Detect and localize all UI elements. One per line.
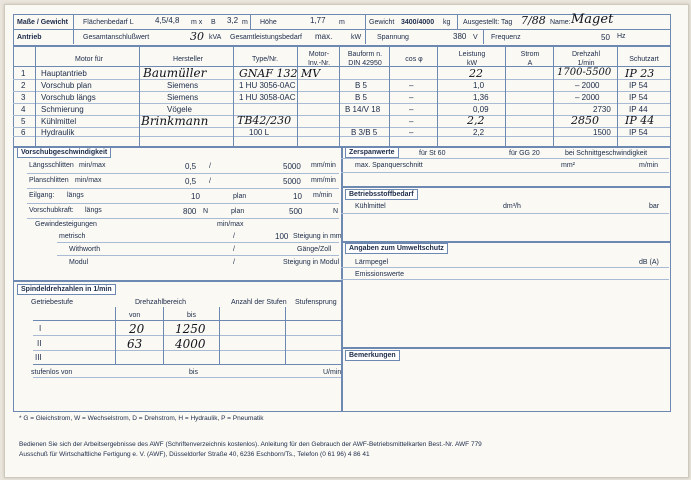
drehzahlbereich-header: Drehzahlbereich (135, 299, 186, 306)
machine-data-card: Maße / Gewicht Flächenbedarf L 4,5/4,8 m x B 3,2 m Höhe 1,77 m Gewicht 3400/4000 kg Ausgestellt: Tag 7/88 Name: Maget Antrieb Gesamtanschlußwert 30 kVA Gesamtleistungsbedarf max. kW Spannung 380 V Frequenz 50 Hz Motor für Hersteller Type/Nr. Motor- Inv.-Nr. Bauform n. DIN 42950 cos φ Leistung kW Strom A Drehzahl 1/min Schutzart 1 Hauptantrieb Baumüller GNAF 132 MV 22 1700-5500 IP 23 2 Vorschub plan Siemens 1 HU 3056-0AC B 5 – 1,0 – 2000 IP 54 3 Vorschub längs Siemens 1 HU 3058-0AC B 5 – 1,36 – 2000 IP 54 4 Schmierung Vögele B 14/V 18 – 0,09 2730 IP 44 5 Kühlmittel Brinkmann TB42/230 – 2,2 2850 IP 44 6 Hydraulik 100 L B 3/B 5 – 2,2 1500 IP 54 Vorschubgeschwindigkeit Längsschlitten min/max 0,5 / 5000 mm/min Planschlitten min/max 0,5 / 5000 mm/min Eilgang: längs 10 plan 10 m/min Vorschubkraft: längs 800 N plan 500 N Gewindesteigungen min/max metrisch / 100 Steigung in mm Withworth / Gänge/Zoll Modul / Steigung in Modul Spindeldrehzahlen in 1/min Getriebestufe Drehzahlbereich Anzahl der Stufen Stufensprung von bis I 20 1250 II 63 4000 III stufenlos von bis U/min Zerspanwerte für St 60 für GG 20 bei Schnittgeschwindigkeit max. Spanquerschnitt mm² m/min Betriebsstoffbedarf Kühlmittel dm³/h bar Angaben zum Umweltschutz Lärmpegel dB (A) Emissionswerte Bemerkungen * G = Gleichstrom, W = Wechselstrom, D = Drehstrom, H = Hydraulik, P = Pneumatik Bedienen Sie sich der Arbeitsergebnisse des AWF (Schriftenverzeichnis kostenlos). Anleitung für den Gebrauch der AWF-Betriebsmittelkarten Best.-Nr. AWF 779 Ausschuß für Wirtschaftliche Fertigung e. V. (AWF), Düsseldorfer Straße 40, 6236 Eschborn/Ts., Telefon (0 61 96) 4 86 41 (4, 4, 689, 478)
spindel-title: Spindeldrehzahlen in 1/min (17, 284, 116, 295)
table-row-schutz: IP 44 (625, 114, 655, 127)
hz-unit: Hz (617, 33, 626, 40)
table-row-hersteller: Brinkmann (141, 114, 209, 128)
anzahl-header: Anzahl der Stufen (231, 299, 287, 306)
table-row-leistung: 1,0 (473, 81, 485, 90)
stufenlos-bis-label: bis (189, 369, 198, 376)
table-row-motor: Schmierung (41, 105, 84, 114)
table-row-drehzahl: 2850 (571, 114, 599, 127)
laengs-min-value: 0,5 (185, 162, 197, 171)
col-strom-header: Strom A (520, 51, 540, 68)
table-row-cos: – (409, 93, 414, 102)
kraft-laengs-label: längs (85, 207, 102, 214)
table-row-type: 100 L (249, 128, 270, 137)
stufe-label: II (37, 339, 42, 348)
col-motor-header: Motor für (74, 56, 103, 63)
b-label: B (211, 19, 216, 26)
table-row-hersteller: Siemens (167, 93, 199, 102)
hoehe-label: Höhe (260, 19, 277, 26)
masse-gewicht-label: Maße / Gewicht (17, 19, 68, 26)
col-hersteller-header: Hersteller (173, 56, 203, 63)
table-row-motor: Vorschub plan (41, 81, 92, 90)
table-row-nr: 2 (21, 81, 26, 90)
table-row-nr: 3 (21, 93, 26, 102)
table-row-cos: – (409, 81, 414, 90)
table-row-hersteller: Vögele (167, 105, 192, 114)
table-row-drehzahl: – 2000 (575, 81, 600, 90)
mmin-unit: m/min (639, 162, 659, 169)
table-row-drehzahl: 1700-5500 (557, 67, 612, 78)
gewinde-label: Gewindesteigungen (35, 221, 97, 228)
laermpegel-label: Lärmpegel (355, 259, 389, 266)
steigung-value: 100 (275, 232, 289, 241)
getriebestufe-header: Getriebestufe (31, 299, 74, 306)
kraft-plan-label: plan (231, 208, 245, 215)
table-row-type: TB42/230 (237, 114, 292, 127)
stufe-von-value: 20 (129, 322, 145, 336)
table-row-type: 1 HU 3056-0AC (239, 81, 296, 90)
gewinde-minmax: min/max (217, 221, 244, 228)
withworth-label: Withworth (69, 246, 101, 253)
flaechenbedarf-value: 4,5/4,8 (155, 16, 180, 25)
table-row-cos: – (409, 105, 414, 114)
table-row-drehzahl: 1500 (593, 128, 611, 137)
table-row-schutz: IP 44 (629, 105, 648, 114)
b-value: 3,2 (227, 16, 239, 25)
v-unit: V (473, 34, 478, 41)
col-cos-header: cos φ (405, 56, 423, 63)
table-row-leistung: 22 (469, 67, 483, 80)
gesamtanschluss-label: Gesamtanschlußwert (83, 34, 150, 41)
table-row-bauform: B 3/B 5 (351, 128, 378, 137)
col-schutzart-header: Schutzart (629, 56, 659, 63)
flaechenbedarf-label: Flächenbedarf L (83, 19, 134, 26)
table-row-schutz: IP 54 (629, 128, 648, 137)
stufe-label: I (39, 324, 42, 333)
gesamtleistung-value: max. (315, 32, 333, 41)
table-row-nr: 5 (21, 117, 26, 126)
umwelt-section (341, 241, 671, 349)
bemerkungen-title: Bemerkungen (345, 350, 400, 361)
kw-unit: kW (351, 34, 362, 41)
antrieb-label: Antrieb (17, 34, 42, 41)
mmin-unit: m/min (313, 192, 333, 199)
ausgestellt-label: Ausgestellt: Tag (463, 19, 513, 26)
stufe-bis-value: 1250 (175, 322, 206, 336)
metrisch-label: metrisch (59, 233, 86, 240)
table-row-bauform: B 14/V 18 (345, 105, 381, 114)
kraft-plan-value: 500 (289, 207, 303, 216)
table-row-hersteller: Siemens (167, 81, 199, 90)
footer-legend: * G = Gleichstrom, W = Wechselstrom, D = Drehstrom, H = Hydraulik, P = Pneumatik (19, 415, 264, 422)
dba-unit: dB (A) (639, 259, 659, 266)
mmmin-unit: mm/min (311, 162, 336, 169)
col-leistung-header: Leistung kW (458, 51, 486, 68)
table-row-leistung: 2,2 (473, 128, 485, 137)
kuehlmittel-label: Kühlmittel (355, 203, 386, 210)
table-row-nr: 6 (21, 128, 26, 137)
stufensprung-header: Stufensprung (295, 299, 337, 306)
footer-line1: Bedienen Sie sich der Arbeitsergebnisse des AWF (Schriftenverzeichnis kostenlos). Anleitung für den Gebrauch der AWF-Betriebsmittelkarten Best.-Nr. AWF 779 (19, 441, 482, 448)
stufe-bis-value: 4000 (175, 337, 206, 351)
table-row-cos: – (409, 117, 414, 126)
table-row-drehzahl: – 2000 (575, 93, 600, 102)
eilgang-laengs-value: 10 (191, 192, 200, 201)
stufe-von-value: 63 (127, 337, 143, 351)
stufenlos-label: stufenlos von (31, 369, 73, 376)
laengs-label: Längsschlitten (29, 162, 74, 169)
eilgang-plan-label: plan (233, 193, 247, 200)
modul-label: Modul (69, 259, 89, 266)
n-unit: N (333, 208, 339, 215)
laengs-minmax: min/max (79, 162, 106, 169)
von-header: von (129, 312, 141, 319)
table-row-type: 1 HU 3058-0AC (239, 93, 296, 102)
m-unit: m (242, 19, 248, 26)
table-row-schutz: IP 23 (625, 67, 655, 80)
gaenge-label: Gänge/Zoll (297, 246, 332, 253)
umin-unit: U/min (323, 369, 342, 376)
table-row-nr: 4 (21, 105, 26, 114)
eilgang-laengs-label: längs (67, 192, 84, 199)
steigung-modul-label: Steigung in Modul (283, 259, 340, 266)
col-inv-header: Motor- Inv.-Nr. (307, 51, 331, 68)
vorschub-title: Vorschubgeschwindigkeit (17, 147, 111, 158)
table-row-cos: – (409, 128, 414, 137)
table-row-motor: Kühlmittel (41, 117, 77, 126)
emission-label: Emissionswerte (355, 271, 405, 278)
hoehe-value: 1,77 (310, 16, 326, 25)
table-row-motor: Hauptantrieb (41, 69, 87, 78)
name-label: Name: (550, 19, 571, 26)
table-row-type: GNAF 132 MV (239, 67, 321, 80)
steigung-mm-label: Steigung in mm (293, 233, 342, 240)
table-row-motor: Hydraulik (41, 128, 75, 137)
fuer-st-label: für St 60 (419, 150, 446, 157)
betrieb-title: Betriebsstoffbedarf (345, 189, 418, 200)
kraft-laengs-value: 800 (183, 207, 197, 216)
plan-label: Planschlitten (29, 177, 69, 184)
kva-unit: kVA (209, 34, 222, 41)
table-row-schutz: IP 54 (629, 81, 648, 90)
mx-unit: m x (191, 19, 203, 26)
zerspan-title: Zerspanwerte (345, 147, 399, 158)
kg-unit: kg (443, 19, 451, 26)
table-row-bauform: B 5 (355, 81, 368, 90)
max-span-label: max. Spanquerschnitt (355, 162, 423, 169)
bis-header: bis (187, 312, 196, 319)
spannung-label: Spannung (377, 34, 409, 41)
eilgang-label: Eilgang: (29, 192, 55, 199)
frequenz-label: Frequenz (491, 34, 521, 41)
table-row-leistung: 1,36 (473, 93, 489, 102)
ausgestellt-value: 7/88 (521, 14, 546, 27)
table-row-drehzahl: 2730 (593, 105, 611, 114)
fuer-gg-label: für GG 20 (509, 150, 540, 157)
n-unit: N (203, 208, 209, 215)
bar-unit: bar (649, 203, 660, 210)
col-drehzahl-header: Drehzahl 1/min (571, 51, 600, 68)
gewicht-label: Gewicht (369, 19, 395, 26)
gesamtleistung-label: Gesamtleistungsbedarf (230, 34, 302, 41)
plan-minmax: min/max (75, 177, 102, 184)
name-value: Maget (571, 12, 614, 27)
col-type-header: Type/Nr. (251, 56, 279, 63)
eilgang-plan-value: 10 (293, 192, 302, 201)
umwelt-title: Angaben zum Umweltschutz (345, 243, 448, 254)
stufe-label: III (35, 353, 42, 362)
footer-line2: Ausschuß für Wirtschaftliche Fertigung e. V. (AWF), Düsseldorfer Straße 40, 6236 Eschborn/Ts., Telefon (0 61 96) 4 86 41 (19, 451, 370, 458)
laengs-max-value: 5000 (283, 162, 301, 171)
gewicht-value: 3400/4000 (401, 19, 435, 26)
table-row-hersteller: Baumüller (143, 66, 207, 80)
plan-min-value: 0,5 (185, 177, 197, 186)
table-row-motor: Vorschub längs (41, 93, 96, 102)
plan-max-value: 5000 (283, 177, 301, 186)
table-row-leistung: 0,09 (473, 105, 489, 114)
mmmin-unit: mm/min (311, 177, 336, 184)
frequenz-value: 50 (601, 33, 610, 42)
table-row-nr: 1 (21, 69, 26, 78)
dm3h-unit: dm³/h (503, 203, 521, 210)
m-unit: m (339, 19, 345, 26)
table-row-leistung: 2,2 (467, 114, 485, 127)
table-row-schutz: IP 54 (629, 93, 648, 102)
mm2-unit: mm² (561, 162, 575, 169)
col-bauform-header: Bauform n. DIN 42950 (347, 51, 383, 68)
vorschubkraft-label: Vorschubkraft: (29, 207, 74, 214)
table-row-bauform: B 5 (355, 93, 368, 102)
bei-schnitt-label: bei Schnittgeschwindigkeit (565, 150, 648, 157)
spannung-value: 380 (453, 32, 467, 41)
gesamtanschluss-value: 30 (190, 30, 204, 43)
